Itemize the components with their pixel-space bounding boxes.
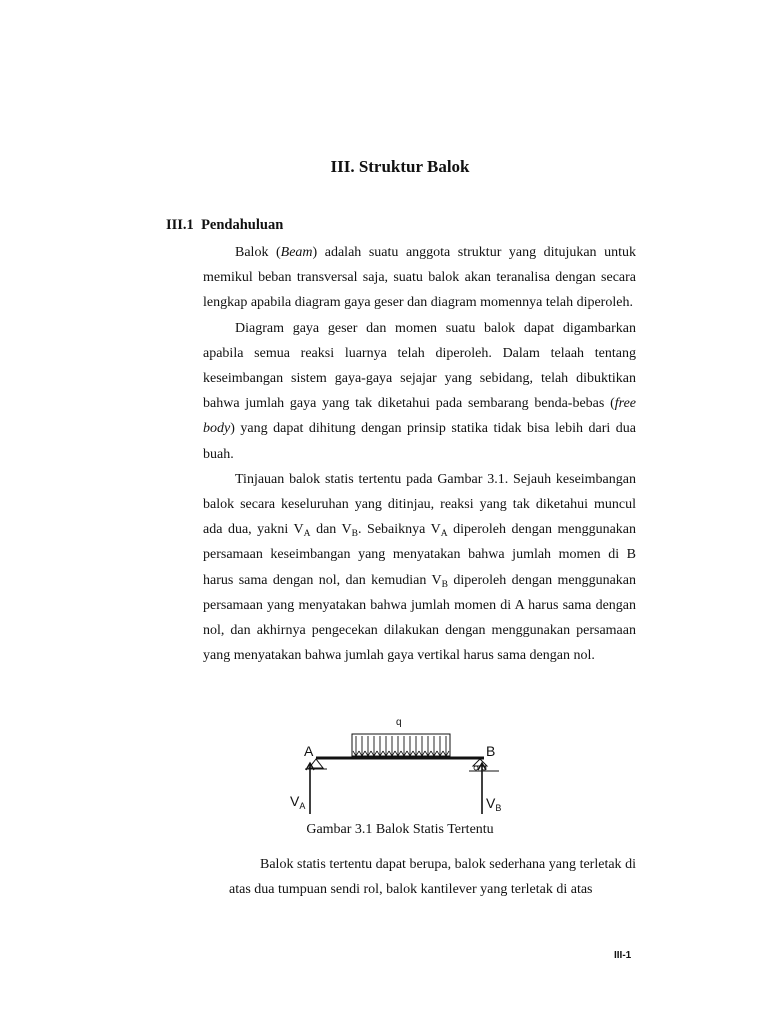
p1-italic-term: Beam <box>280 245 313 260</box>
p3-text-5: diperoleh dengan menggunakan persamaan yang menyatakan bahwa jumlah momen di A harus sama dengan nol, dan akhirnya pengecekan dilakukan dengan menggunakan persamaan yang menyatakan bahwa jumlah gaya vertikal harus sama dengan nol. <box>203 572 637 664</box>
p3-sub-1: A <box>303 529 311 540</box>
paragraph-3 <box>203 467 636 669</box>
section-heading <box>166 217 283 234</box>
support-b-label: B <box>486 743 496 759</box>
reaction-b-base: V <box>486 795 496 811</box>
chapter-title: III. Struktur Balok <box>330 157 470 176</box>
reaction-b-sub: B <box>495 803 502 813</box>
body-text-continued <box>229 852 636 902</box>
figure-caption: Gambar 3.1 Balok Statis Tertentu <box>306 822 494 837</box>
p3-text-3: . Sebaiknya V <box>358 522 441 538</box>
beam-diagram <box>280 714 520 822</box>
page-number: III-1 <box>614 950 632 961</box>
section-number: III.1 <box>166 217 194 233</box>
p2-italic-term: free body <box>203 396 636 437</box>
reaction-b-label <box>486 795 501 811</box>
distributed-load-box <box>352 734 450 756</box>
reaction-a-base: V <box>290 793 300 809</box>
p1-text-2: ) adalah suatu anggota struktur yang ditujukan untuk memikul beban transversal saja, suatu balok akan teranalisa dengan secara lengkap apabila diagram gaya geser dan diagram momennya telah diperoleh. <box>203 245 636 311</box>
p3-sub-3: A <box>440 529 448 540</box>
paragraph-4: Balok statis tertentu dapat berupa, balok sederhana yang terletak di atas dua tumpuan sendi rol, balok kantilever yang terletak di atas <box>229 857 636 898</box>
p2-text-2: ) yang dapat dihitung dengan prinsip statika tidak bisa lebih dari dua buah. <box>203 421 636 462</box>
load-arrowheads <box>353 751 449 756</box>
reaction-a-label <box>290 793 305 809</box>
roller-wheel-left <box>474 766 478 770</box>
paragraph-2 <box>203 316 636 467</box>
p3-sub-2: B <box>351 529 359 540</box>
p2-text-1: Diagram gaya geser dan momen suatu balok dapat digambarkan apabila semua reaksi luarnya telah diperoleh. Dalam telaah tentang keseimbangan sistem gaya-gaya sejajar yang sebidang, telah dibuktikan bahwa jumlah gaya yang tak diketahui pada sembarang benda-bebas ( <box>203 320 636 412</box>
p3-sub-4: B <box>441 579 448 590</box>
p3-text-1: Tinjauan balok statis tertentu pada Gambar 3.1. Sejauh keseimbangan balok secara keseluruhan yang ditinjau, reaksi yang tak diketahui muncul ada dua, yakni V <box>203 471 636 538</box>
section-title: Pendahuluan <box>201 217 284 233</box>
reaction-a-sub: A <box>299 801 306 811</box>
beam-figure <box>280 714 520 822</box>
body-text <box>203 240 636 668</box>
p1-text-1: Balok ( <box>235 245 281 260</box>
support-a-pin <box>309 759 323 768</box>
load-arrows <box>356 736 446 755</box>
support-b-roller <box>473 759 487 766</box>
p3-text-4: diperoleh dengan menggunakan persamaan keseimbangan yang menyatakan bahwa jumlah momen di B harus sama dengan nol, dan kemudian V <box>203 522 636 588</box>
load-label: q <box>396 717 402 728</box>
p3-text-2: dan V <box>310 522 352 538</box>
support-a-label: A <box>304 743 314 759</box>
paragraph-1 <box>203 240 636 316</box>
